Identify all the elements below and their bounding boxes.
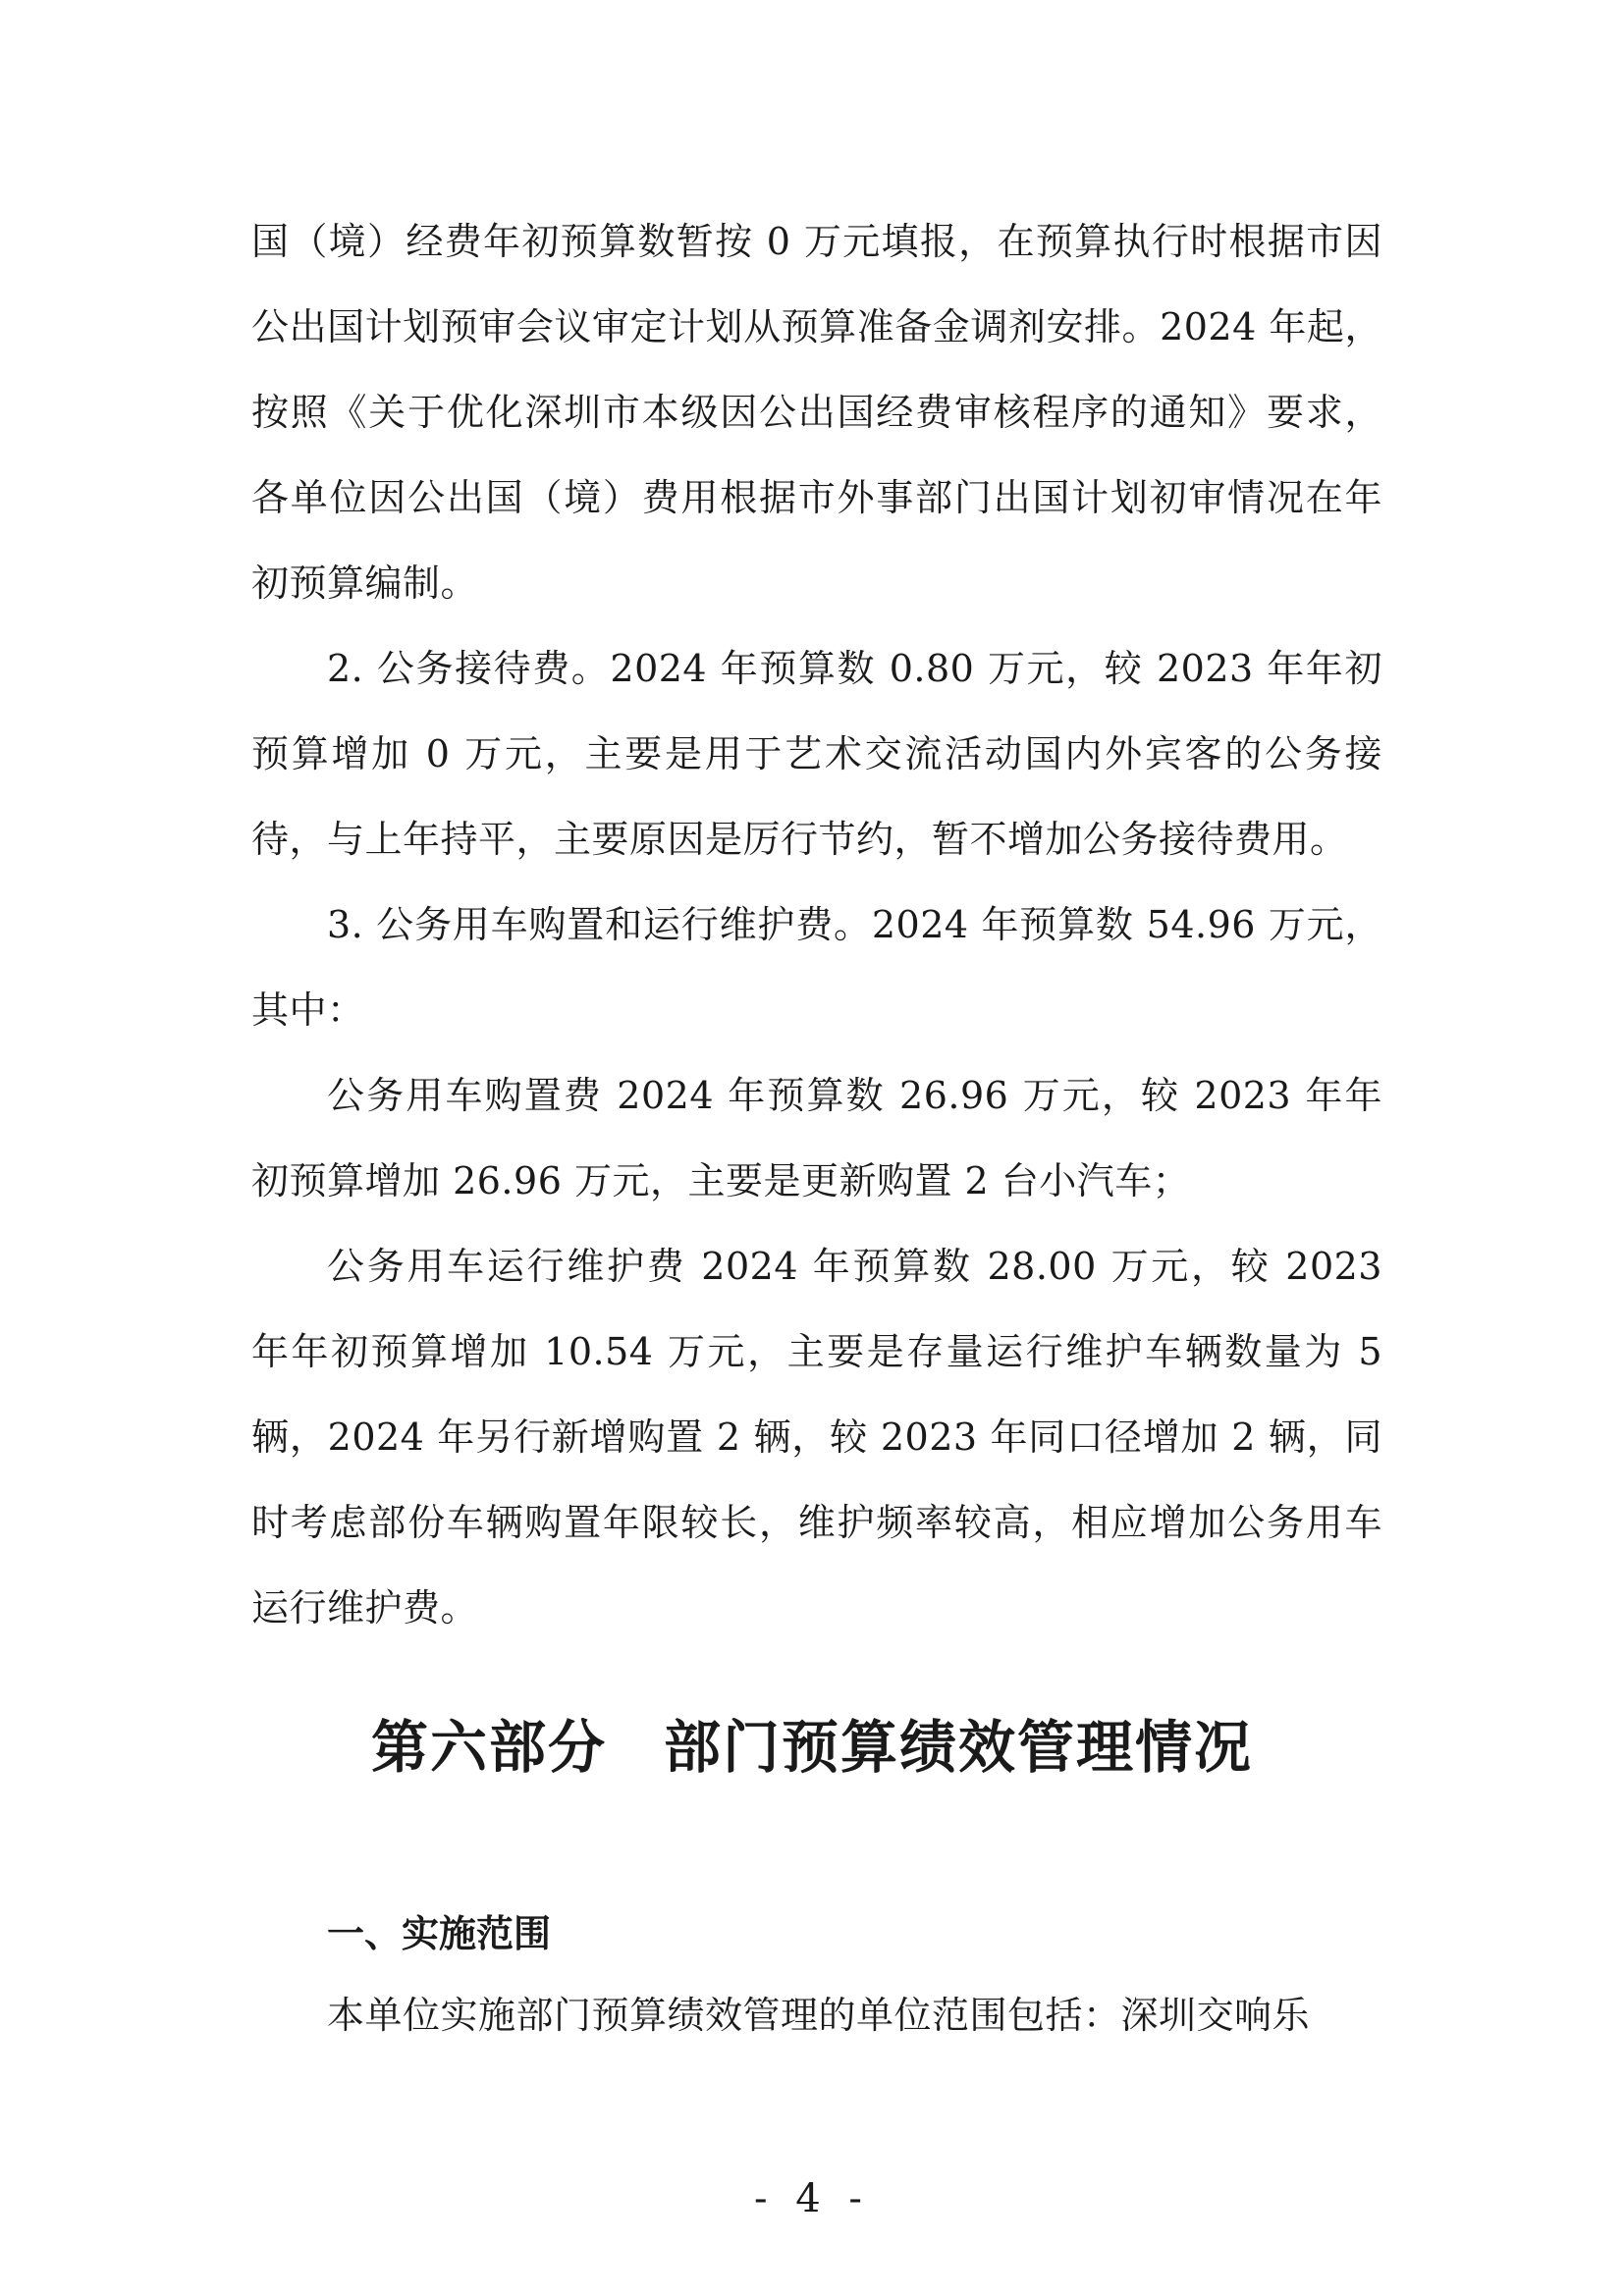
section-title — [0, 1708, 1624, 1787]
paragraph-overseas-travel-continued: 国（境）经费年初预算数暂按 0 万元填报，在预算执行时根据市因公出国计划预审会议审定计划从预算准备金调剂安排。2024 年起，按照《关于优化深圳市本级因公出国经费审核程序的通知》要求，各单位因公出国（境）费用根据市外事部门出国计划初审情况在年初预算编制。 — [251, 220, 1382, 605]
paragraph-vehicle-maintenance: 公务用车运行维护费 2024 年预算数 28.00 万元，较 2023 年年初预算增加 10.54 万元，主要是存量运行维护车辆数量为 5 辆，2024 年另行新增购置 2 辆，较 2023 年同口径增加 2 辆，同时考虑部份车辆购置年限较长，维护频率较高，相应增加公务用车运行维护费。 — [251, 1245, 1382, 1629]
sub-heading-scope: 一、实施范围 — [327, 1912, 552, 1955]
section-title-text: 部门预算绩效管理情况 — [664, 1714, 1254, 1781]
paragraph-vehicle-fee: 3. 公务用车购置和运行维护费。2024 年预算数 54.96 万元，其中： — [251, 903, 1382, 1032]
paragraph-reception-fee: 2. 公务接待费。2024 年预算数 0.80 万元，较 2023 年年初预算增加 0 万元，主要是用于艺术交流活动国内外宾客的公务接待，与上年持平，主要原因是厉行节约，暂不增加公务接待费用。 — [251, 647, 1382, 861]
paragraph-scope: 本单位实施部门预算绩效管理的单位范围包括：深圳交响乐 — [327, 1994, 1311, 2037]
page-number: - 4 - — [754, 2176, 870, 2221]
section-part-label: 第六部分 — [370, 1714, 607, 1781]
paragraph-vehicle-purchase: 公务用车购置费 2024 年预算数 26.96 万元，较 2023 年年初预算增加 26.96 万元，主要是更新购置 2 台小汽车； — [251, 1074, 1382, 1202]
